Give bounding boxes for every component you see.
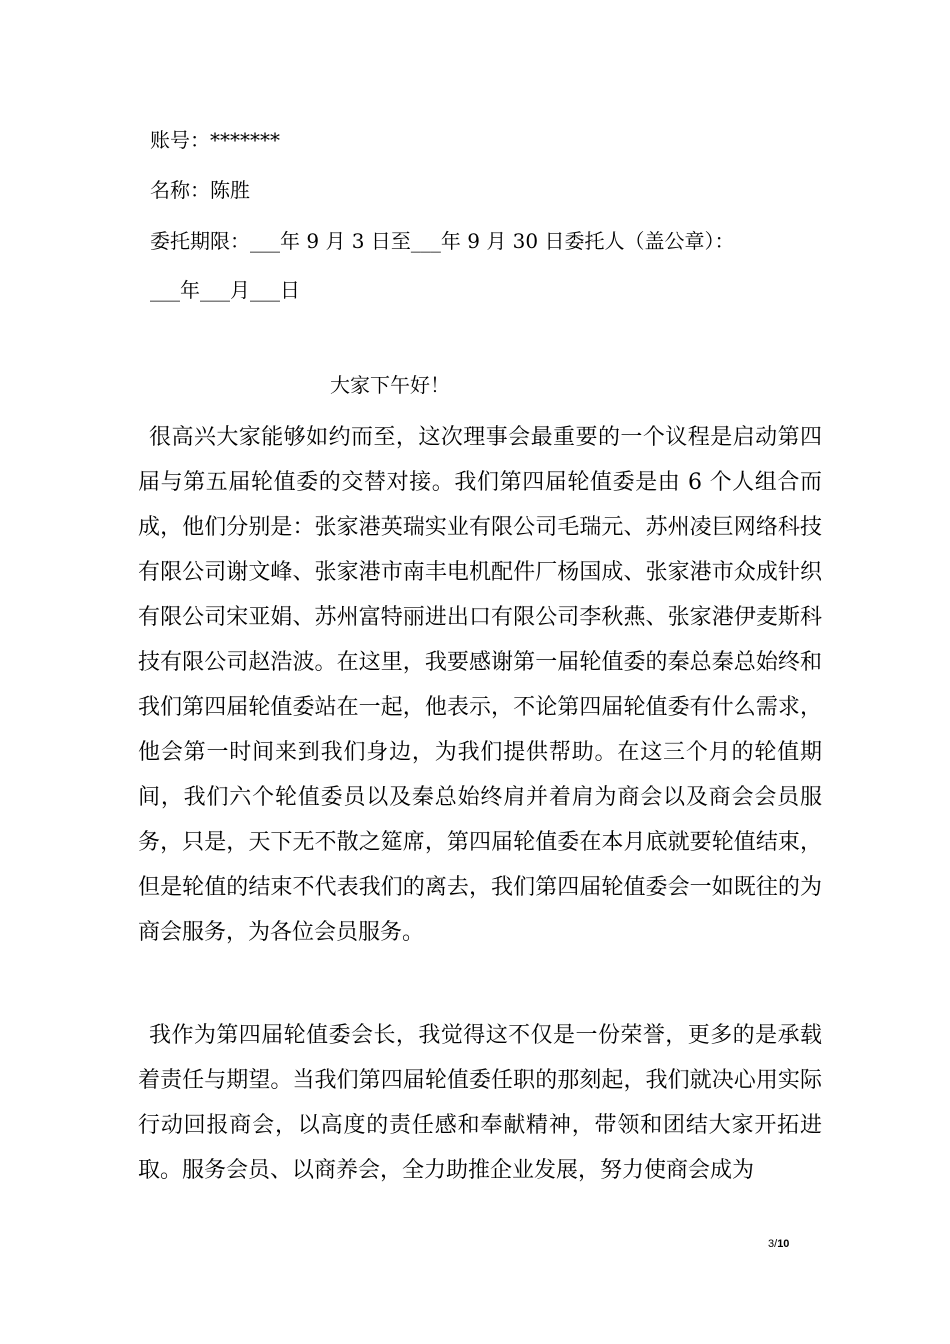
name-line: 名称：陈胜 <box>150 178 250 202</box>
page-total: 10 <box>777 1238 790 1250</box>
date-line: ___年___月___日 <box>150 278 300 302</box>
body-paragraph-1: 很高兴大家能够如约而至，这次理事会最重要的一个议程是启动第四届与第五届轮值委的交替对接。我们第四届轮值委是由 6 个人组合而成，他们分别是：张家港英瑞实业有限公司毛瑞元、苏州凌巨网络科技有限公司谢文峰、张家港市南丰电机配件厂杨国成、张家港市众成针织有限公司宋亚娟、苏州富特丽进出口有限公司李秋燕、张家港伊麦斯科技有限公司赵浩波。在这里，我要感谢第一届轮值委的秦总秦总始终和我们第四届轮值委站在一起，他表示，不论第四届轮值委有什么需求，他会第一时间来到我们身边，为我们提供帮助。在这三个月的轮值期间，我们六个轮值委员以及秦总始终肩并着肩为商会以及商会会员服务，只是，天下无不散之筵席，第四届轮值委在本月底就要轮值结束，但是轮值的结束不代表我们的离去，我们第四届轮值委会一如既往的为商会服务，为各位会员服务。 <box>138 425 822 945</box>
letter-greeting: 大家下午好！ <box>330 373 450 397</box>
page-number <box>768 1238 789 1250</box>
body-paragraph-2: 我作为第四届轮值委会长，我觉得这不仅是一份荣誉，更多的是承载着责任与期望。当我们第四届轮值委任职的那刻起，我们就决心用实际行动回报商会，以高度的责任感和奉献精神，带领和团结大家开拓进取。服务会员、以商养会，全力助推企业发展，努力使商会成为 <box>138 1023 822 1183</box>
page-current: 3/ <box>768 1238 778 1250</box>
account-line: 账号：******* <box>150 128 280 152</box>
entrust-period-line: 委托期限：___年 9 月 3 日至___年 9 月 30 日委托人（盖公章）： <box>150 229 735 253</box>
